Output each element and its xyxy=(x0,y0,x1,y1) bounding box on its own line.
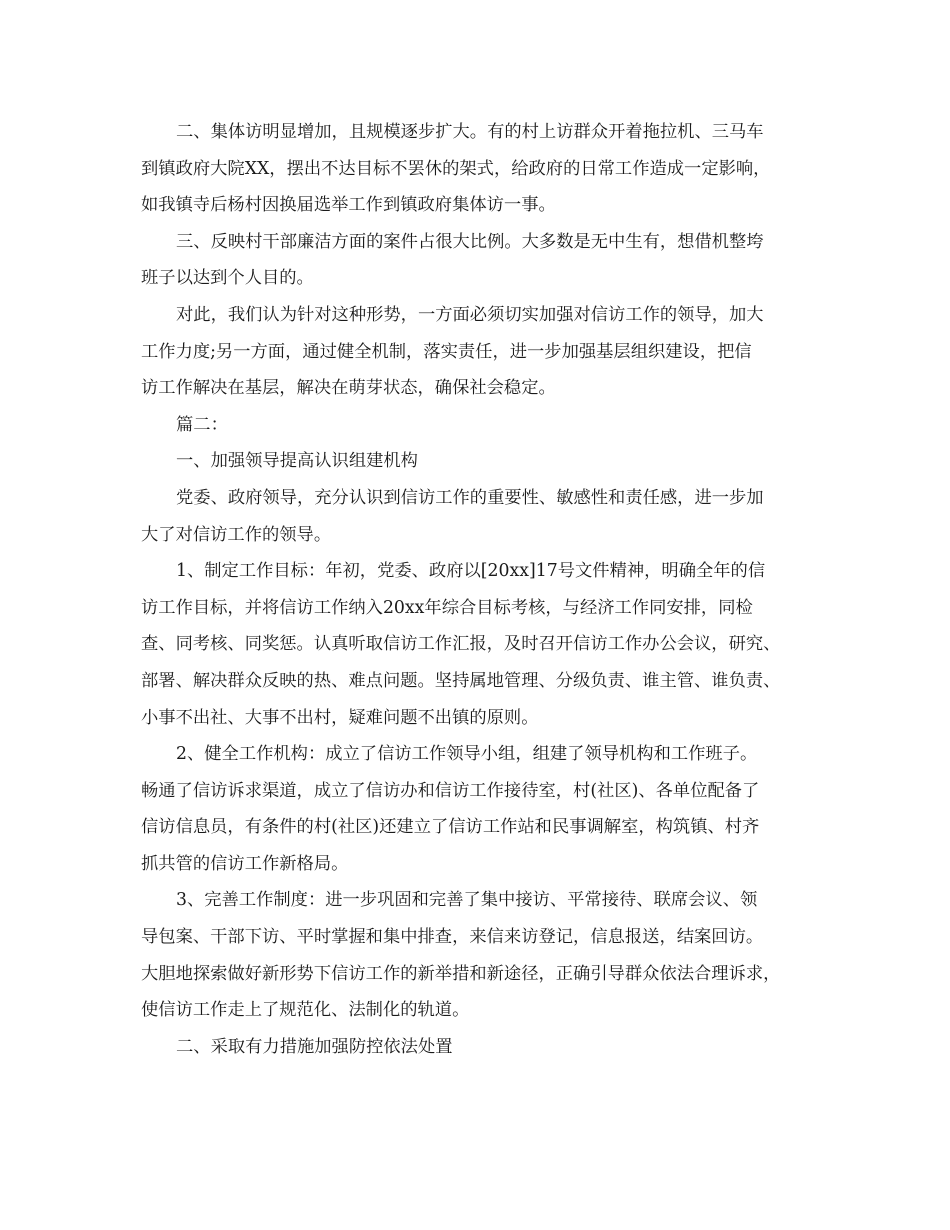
text-line: 部署、解决群众反映的热、难点问题。坚持属地管理、分级负责、谁主管、谁负责、 xyxy=(141,670,781,691)
heading-effective-measures xyxy=(141,1029,813,1066)
text-line: 3、完善工作制度：进一步巩固和完善了集中接访、平常接待、联席会议、领 xyxy=(176,890,758,911)
paragraph-collective-visits xyxy=(141,114,813,224)
text-line: 使信访工作走上了规范化、法制化的轨道。 xyxy=(141,1000,470,1021)
text-line: 访工作目标，并将信访工作纳入20xx年综合目标考核，与经济工作同安排，同检 xyxy=(141,597,753,618)
text-line: 三、反映村干部廉洁方面的案件占很大比例。大多数是无中生有，想借机整垮 xyxy=(176,231,764,252)
text-line: 篇二： xyxy=(176,414,228,435)
paragraph-cadre-integrity xyxy=(141,224,813,297)
heading-strengthen-leadership xyxy=(141,443,813,480)
text-line: 二、集体访明显增加，且规模逐步扩大。有的村上访群众开着拖拉机、三马车 xyxy=(176,122,764,142)
text-line: 如我镇寺后杨村因换届选举工作到镇政府集体访一事。 xyxy=(141,195,556,216)
text-line: 信访信息员，有条件的村(社区)还建立了信访工作站和民事调解室，构筑镇、村齐 xyxy=(141,817,760,838)
text-line: 抓共管的信访工作新格局。 xyxy=(141,853,349,874)
text-line: 2、健全工作机构：成立了信访工作领导小组，组建了领导机构和工作班子。 xyxy=(176,744,758,765)
paragraph-work-organization xyxy=(141,736,813,882)
document-page xyxy=(141,114,813,1065)
text-line: 访工作解决在基层，解决在萌芽状态，确保社会稳定。 xyxy=(141,378,556,399)
text-line: 大了对信访工作的领导。 xyxy=(141,524,332,545)
text-line: 对此，我们认为针对这种形势，一方面必须切实加强对信访工作的领导，加大 xyxy=(176,304,764,325)
text-line: 工作力度;另一方面，通过健全机制，落实责任，进一步加强基层组织建设，把信 xyxy=(141,341,752,362)
text-line: 一、加强领导提高认识组建机构 xyxy=(176,451,418,472)
text-line: 班子以达到个人目的。 xyxy=(141,268,314,289)
text-line: 小事不出社、大事不出村，疑难问题不出镇的原则。 xyxy=(141,707,539,728)
text-line: 查、同考核、同奖惩。认真听取信访工作汇报，及时召开信访工作办公会议，研究、 xyxy=(141,634,781,655)
text-line: 到镇政府大院XX，摆出不达目标不罢休的架式，给政府的日常工作造成一定影响， xyxy=(141,158,771,179)
section-heading-part-two xyxy=(141,407,813,444)
text-line: 大胆地探索做好新形势下信访工作的新举措和新途径，正确引导群众依法合理诉求， xyxy=(141,963,781,984)
paragraph-leadership-intro xyxy=(141,480,813,553)
text-line: 1、制定工作目标：年初，党委、政府以[20xx]17号文件精神，明确全年的信 xyxy=(176,561,766,582)
paragraph-response xyxy=(141,297,813,407)
text-line: 导包案、干部下访、平时掌握和集中排查，来信来访登记，信息报送，结案回访。 xyxy=(141,927,764,948)
text-line: 畅通了信访诉求渠道，成立了信访办和信访工作接待室，村(社区)、各单位配备了 xyxy=(141,780,760,801)
paragraph-work-goals xyxy=(141,553,813,736)
paragraph-work-system xyxy=(141,882,813,1028)
text-line: 党委、政府领导，充分认识到信访工作的重要性、敏感性和责任感，进一步加 xyxy=(176,487,764,508)
text-line: 二、采取有力措施加强防控依法处置 xyxy=(176,1036,453,1057)
